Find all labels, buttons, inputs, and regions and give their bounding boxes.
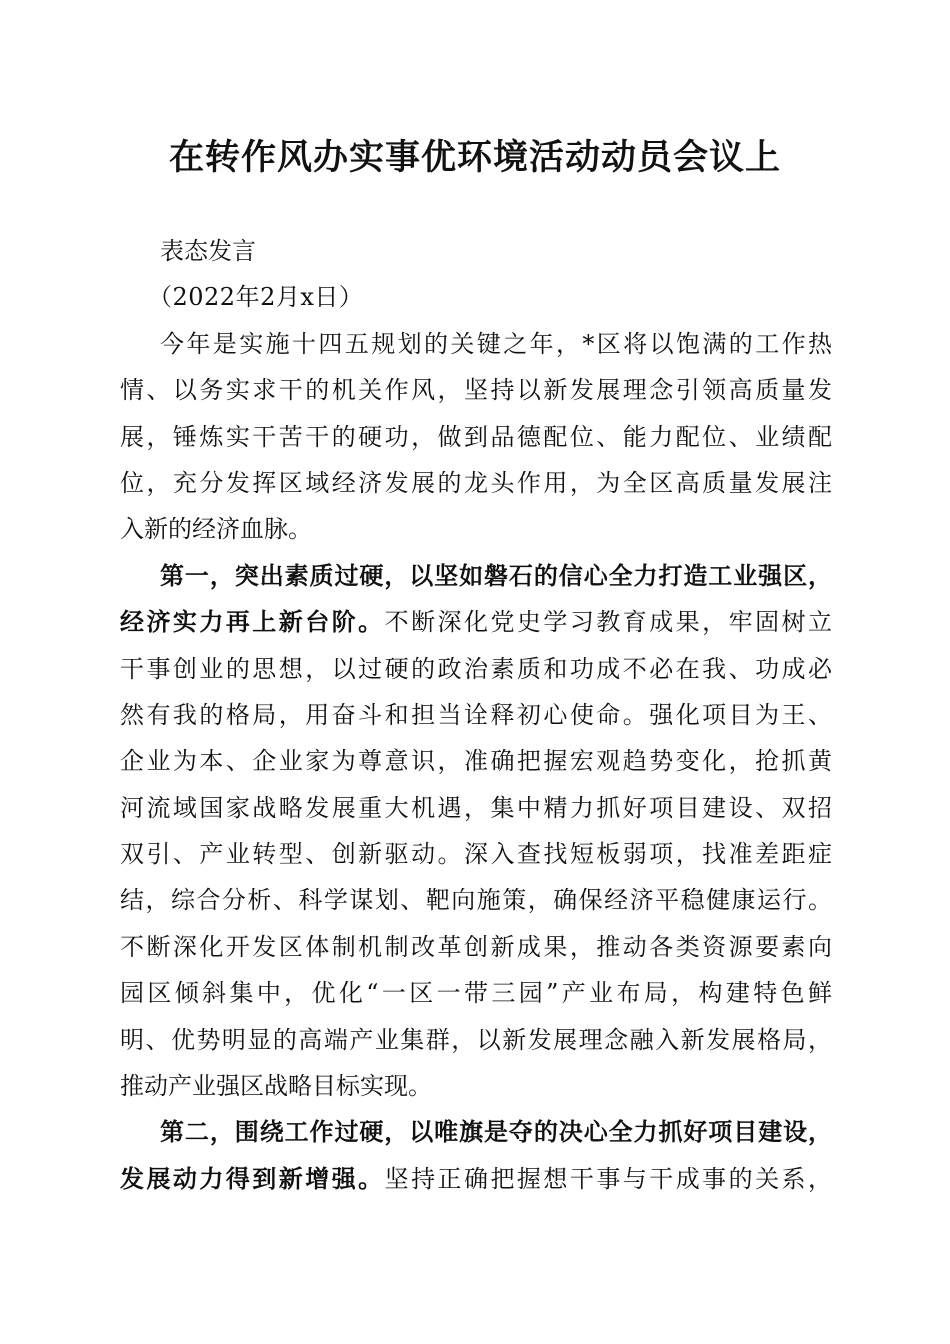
- paragraph-1-line: 情、以务实求干的机关作风，坚持以新发展理念引领高质量发: [120, 376, 832, 405]
- paragraph-2-line: 双引、产业转型、创新驱动。深入查找短板弱项，找准差距症: [120, 840, 832, 869]
- paragraph-2-text: 不断深化党史学习教育成果，牢固树立: [384, 608, 833, 637]
- paragraph-2-line: 不断深化开发区体制机制改革创新成果，推动各类资源要素向: [120, 932, 832, 961]
- paragraph-1-line: 今年是实施十四五规划的关键之年，*区将以饱满的工作热: [160, 329, 832, 358]
- paragraph-2-line: 河流域国家战略发展重大机遇，集中精力抓好项目建设、双招: [120, 793, 832, 822]
- paragraph-2-line: 然有我的格局，用奋斗和担当诠释初心使命。强化项目为王、: [120, 700, 832, 729]
- document-body: [120, 228, 832, 1202]
- document-title: 在转作风办实事优环境活动动员会议上: [168, 137, 781, 178]
- section-1-heading: 第一，突出素质过硬，以坚如磐石的信心全力打造工业强区，: [160, 560, 832, 590]
- section-2-heading: 第二，围绕工作过硬，以唯旗是夺的决心全力抓好项目建设，: [160, 1117, 832, 1147]
- paragraph-2-line: [120, 599, 832, 645]
- paragraph-1-line: 展，锤炼实干苦干的硬功，做到品德配位、能力配位、业绩配: [120, 422, 832, 451]
- paragraph-2-line: 干事创业的思想，以过硬的政治素质和功成不必在我、功成必: [120, 654, 832, 683]
- subtitle: 表态发言: [160, 237, 256, 265]
- paragraph-2-line: 推动产业强区战略目标实现。: [120, 1072, 432, 1101]
- section-1-heading-end: 经济实力再上新台阶。: [120, 607, 385, 637]
- section-2-heading-end: 发展动力得到新增强。: [120, 1163, 385, 1193]
- paragraph-3-text: 坚持正确把握想干事与干成事的关系，: [384, 1164, 833, 1193]
- paragraph-3-line: [120, 1156, 832, 1202]
- paragraph-2-line: 园区倾斜集中，优化“一区一带三园”产业布局，构建特色鲜: [120, 979, 832, 1008]
- paragraph-1-line: 入新的经济血脉。: [120, 515, 312, 544]
- paragraph-1-line: 位，充分发挥区域经济发展的龙头作用，为全区高质量发展注: [120, 468, 832, 497]
- paragraph-2-line: 企业为本、企业家为尊意识，准确把握宏观趋势变化，抢抓黄: [120, 747, 832, 776]
- paragraph-2-line: 结，综合分析、科学谋划、靶向施策，确保经济平稳健康运行。: [120, 886, 832, 915]
- paragraph-2-line: 明、优势明显的高端产业集群，以新发展理念融入新发展格局，: [120, 1025, 832, 1054]
- date-line: （2022年2月x日）: [148, 283, 364, 312]
